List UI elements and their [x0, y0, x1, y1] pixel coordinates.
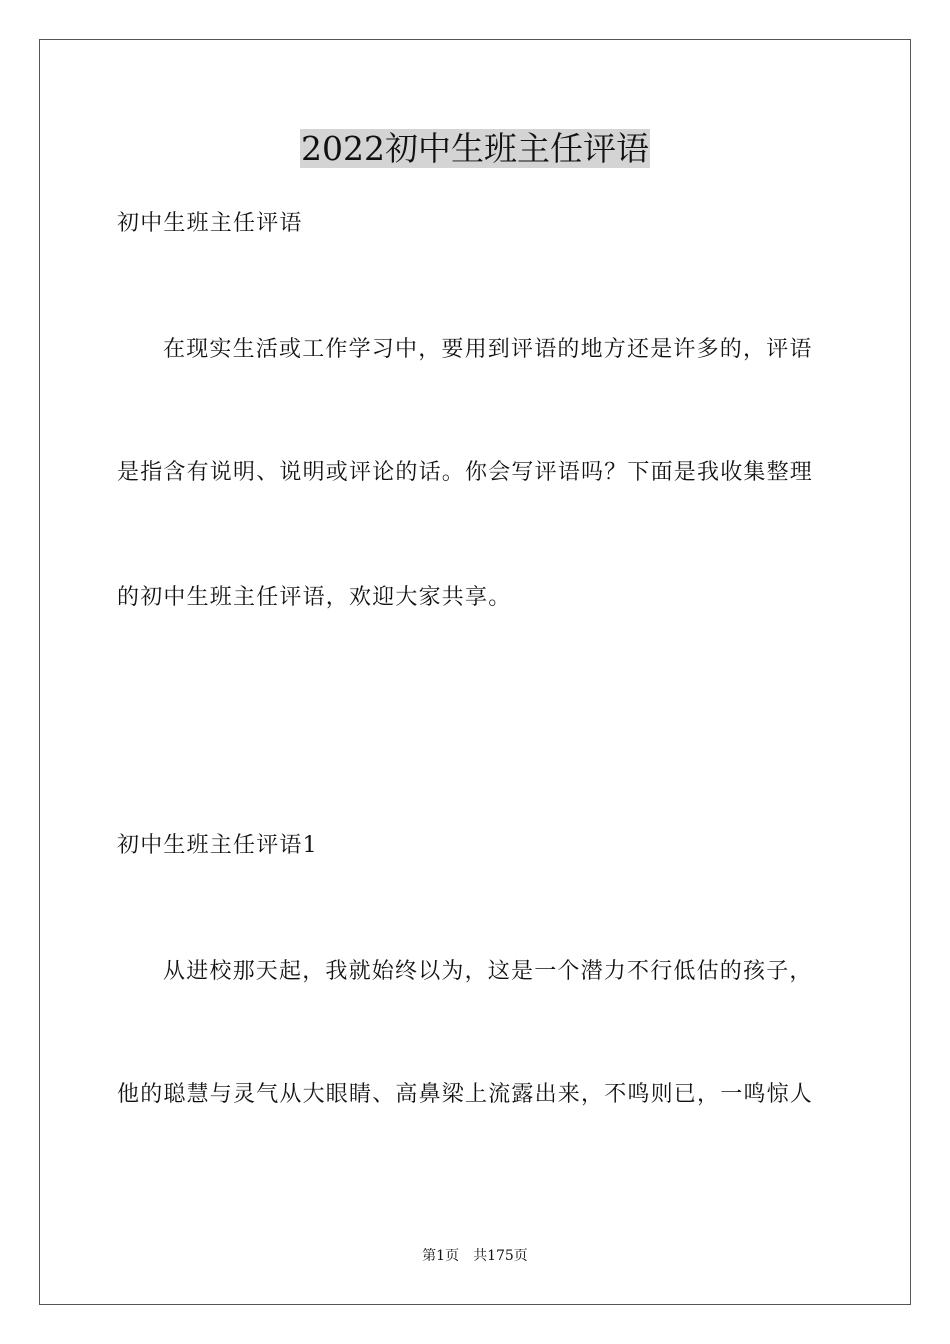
- section-heading: 初中生班主任评语1: [117, 833, 318, 858]
- section-paragraph-line-2: 他的聪慧与灵气从大眼睛、高鼻梁上流露出来，不鸣则已，一鸣惊人: [117, 1082, 814, 1107]
- page-number-footer: 第1页 共175页: [422, 1248, 528, 1264]
- intro-paragraph-line-2: 是指含有说明、说明或评论的话。你会写评语吗？下面是我收集整理: [117, 460, 814, 485]
- document-title: [0, 126, 950, 172]
- intro-paragraph-line-3: 的初中生班主任评语，欢迎大家共享。: [117, 585, 512, 610]
- section-paragraph-line-1: 从进校那天起，我就始终以为，这是一个潜力不行低估的孩子，: [163, 959, 813, 984]
- document-title-text: 2022初中生班主任评语: [301, 129, 649, 168]
- document-subtitle: 初中生班主任评语: [117, 211, 303, 236]
- intro-paragraph-line-1: 在现实生活或工作学习中，要用到评语的地方还是许多的，评语: [163, 337, 813, 362]
